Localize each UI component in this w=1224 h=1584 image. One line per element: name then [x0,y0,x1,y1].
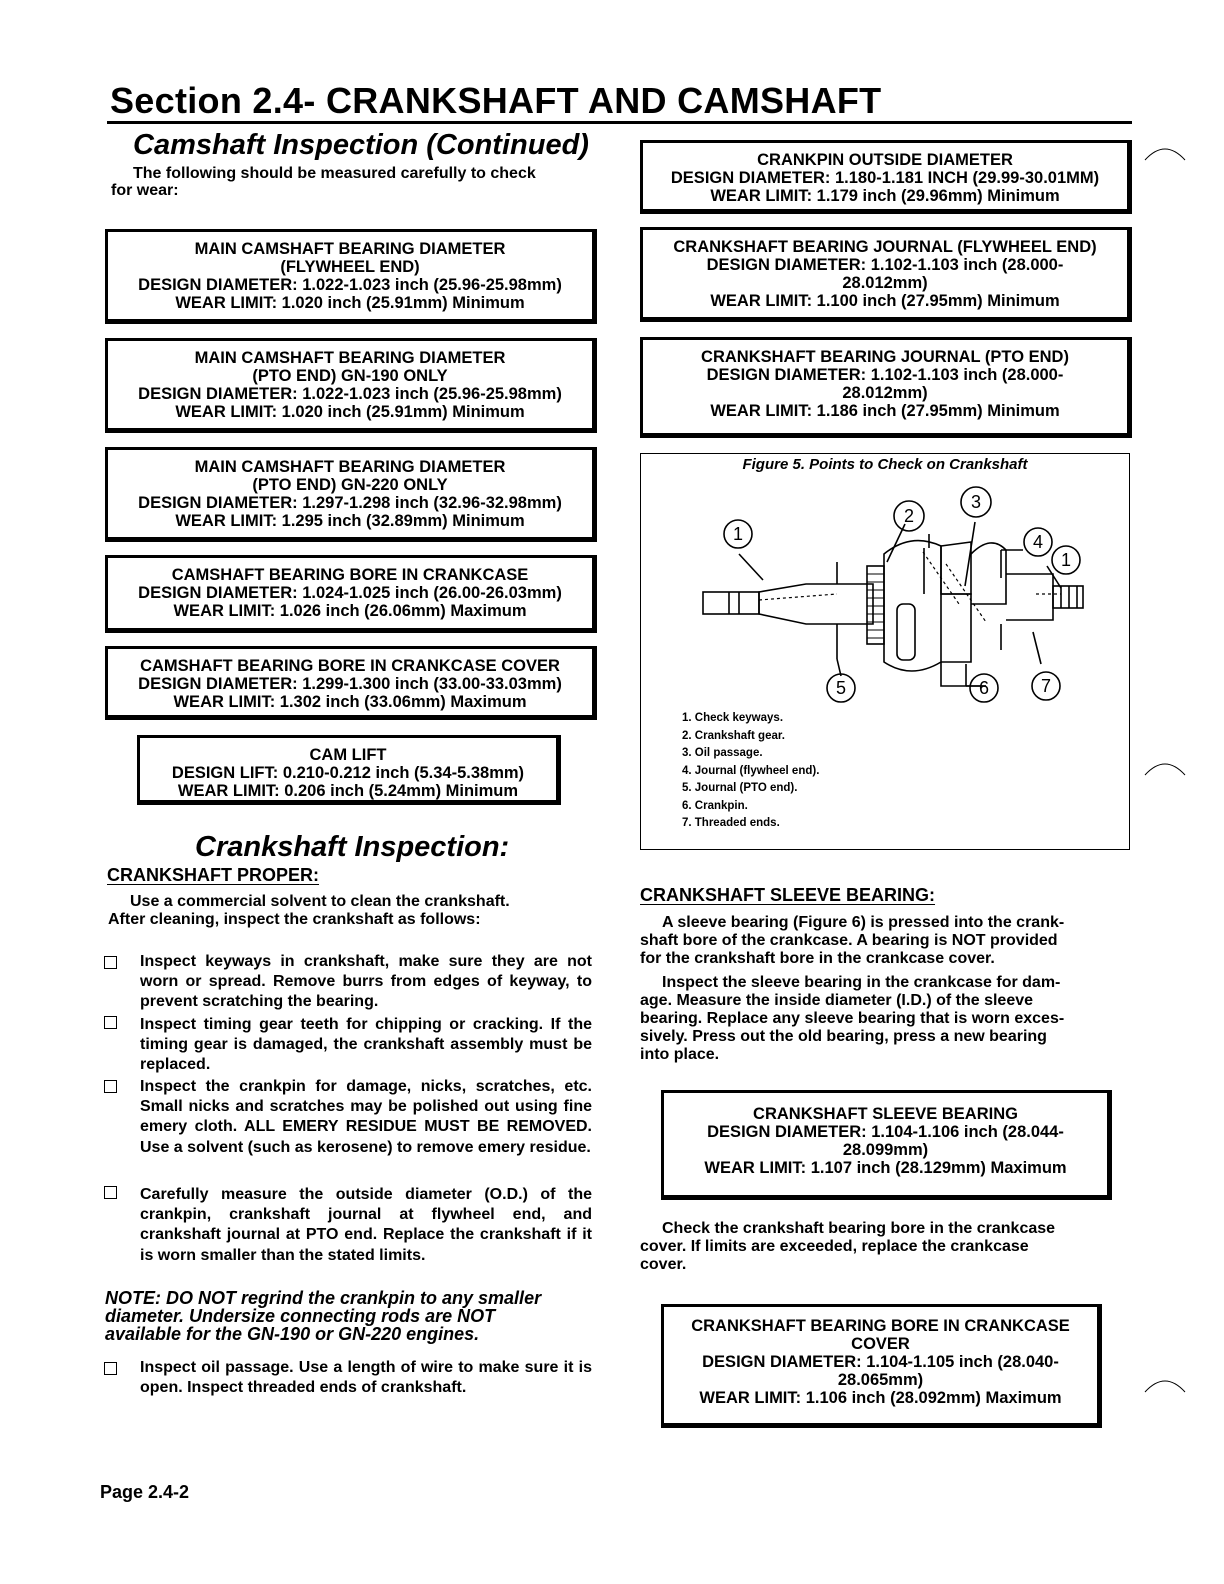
spec-line: DESIGN DIAMETER: 1.299-1.300 inch (33.00-33.03mm) [138,675,562,693]
spec-line: MAIN CAMSHAFT BEARING DIAMETER [194,458,506,476]
callout-3: 3 [970,492,982,512]
check-para-line3: cover. [640,1256,687,1273]
crankshaft-heading: Crankshaft Inspection: [195,831,510,863]
callout-7: 7 [1040,676,1052,696]
spec-box-journal-flywheel [640,227,1132,322]
inspect-bullet: Inspect the crankpin for damage, nicks, scratches, etc. Small nicks and scratches may be polished out using fine emery cloth. ALL EMERY RESIDUE MUST BE REMOVED. Use a solvent (such as kerosene) to remove emery residue. [140,1078,592,1156]
callout-4: 4 [1032,532,1044,552]
legend-item: 2. Crankshaft gear. [682,729,785,742]
spec-line: DESIGN DIAMETER: 1.022-1.023 inch (25.96-25.98mm) [138,276,562,294]
spec-line: WEAR LIMIT: 1.106 inch (28.092mm) Maximum [699,1389,1062,1407]
spec-box-main-pto-220 [105,447,597,542]
spec-box-crankpin [640,140,1132,214]
inspect-bullet: Inspect timing gear teeth for chipping or cracking. If the timing gear is damaged, the crankshaft assembly must be replaced. [140,1016,592,1074]
figure-legend [682,710,819,833]
intro-line-2: for wear: [111,182,179,199]
sleeve-para2-line3: bearing. Replace any sleeve bearing that is worn exces- [640,1010,1065,1027]
spec-line: 28.099mm) [842,1141,929,1159]
sleeve-para1-line2: shaft bore of the crankcase. A bearing is NOT provided [640,932,1058,949]
spec-line: WEAR LIMIT: 1.186 inch (27.95mm) Minimum [710,402,1060,420]
spec-line: DESIGN DIAMETER: 1.102-1.103 inch (28.000- [706,256,1064,274]
note-line-3: available for the GN-190 or GN-220 engines. [105,1324,480,1344]
crankshaft-gear [867,566,884,644]
legend-item: 4. Journal (flywheel end). [682,764,820,777]
spec-box-journal-pto [640,337,1132,438]
spec-box-bore-cover [105,646,597,720]
spec-line: DESIGN DIAMETER: 1.104-1.105 inch (28.040- [702,1353,1059,1371]
sleeve-para2-line5: into place. [640,1046,720,1063]
figure-caption: Figure 5. Points to Check on Crankshaft [742,456,1028,473]
legend-item: 7. Threaded ends. [682,817,780,829]
proper-intro-1: Use a commercial solvent to clean the crankshaft. [130,893,510,910]
figure-crankshaft [640,453,1130,850]
spec-line: WEAR LIMIT: 1.302 inch (33.06mm) Maximum [173,693,527,711]
callout-6: 6 [978,678,990,698]
spec-line: CRANKSHAFT BEARING JOURNAL (PTO END) [701,348,1069,366]
spec-line: DESIGN LIFT: 0.210-0.212 inch (5.34-5.38mm) [171,764,525,782]
spec-line: CRANKSHAFT BEARING BORE IN CRANKCASE [691,1317,1070,1335]
binder-mark [1140,1372,1190,1402]
sleeve-para1-line1: A sleeve bearing (Figure 6) is pressed into the crank- [662,914,1065,931]
note-line-2: diameter. Undersize connecting rods are NOT [105,1306,496,1326]
spec-line: DESIGN DIAMETER: 1.022-1.023 inch (25.96-25.98mm) [138,385,562,403]
spec-line: CAMSHAFT BEARING BORE IN CRANKCASE COVER [140,657,560,675]
callout-1: 1 [732,524,744,544]
checkbox-icon [104,1186,117,1199]
legend-item: 6. Crankpin. [682,799,748,812]
spec-line: WEAR LIMIT: 1.100 inch (27.95mm) Minimum [710,292,1060,310]
binder-mark [1140,755,1190,785]
inspect-bullet: Inspect keyways in crankshaft, make sure they are not worn or spread. Remove burrs from edges of keyway, to prevent scratching the bearing. [140,953,592,1011]
sleeve-para2-line2: age. Measure the inside diameter (I.D.) of the sleeve [640,992,1034,1009]
sleeve-para2-line1: Inspect the sleeve bearing in the crankcase for dam- [662,974,1061,991]
spec-line: (PTO END) GN-190 ONLY [252,367,448,385]
sleeve-para1-line3: for the crankshaft bore in the crankcase cover. [640,950,995,967]
spec-line: 28.065mm) [837,1371,924,1389]
spec-box-cam-lift [137,735,561,805]
spec-box-sleeve-bearing [661,1090,1112,1200]
legend-item: 5. Journal (PTO end). [682,782,798,794]
spec-line: WEAR LIMIT: 1.020 inch (25.91mm) Minimum [175,403,525,421]
page-number: Page 2.4-2 [100,1482,190,1502]
spec-line: WEAR LIMIT: 1.179 inch (29.96mm) Minimum [710,187,1060,205]
journal-pto [1006,574,1053,620]
spec-box-main-flywheel [105,229,597,324]
journal-flywheel [759,584,873,624]
spec-line: WEAR LIMIT: 0.206 inch (5.24mm) Minimum [177,782,519,800]
inspect-bullet: Carefully measure the outside diameter (O.D.) of the crankpin, crankshaft journal at flywheel end, and crankshaft journal at PTO end. Replace the crankshaft if it is worn smaller than the stated limits. [140,1186,592,1264]
intro-line-1: The following should be measured carefully to check [133,165,536,182]
spec-line: (FLYWHEEL END) [280,258,420,276]
spec-line: WEAR LIMIT: 1.107 inch (28.129mm) Maximum [704,1159,1067,1177]
spec-line: COVER [851,1335,910,1353]
callout-2: 2 [903,506,915,526]
legend-item: 1. Check keyways. [682,712,784,724]
camshaft-heading: Camshaft Inspection (Continued) [133,129,589,161]
sleeve-para2-line4: sively. Press out the old bearing, press a new bearing [640,1028,1047,1045]
legend-item: 3. Oil passage. [682,747,763,759]
spec-box-bore-cover-crankshaft [661,1304,1102,1428]
spec-line: WEAR LIMIT: 1.026 inch (26.06mm) Maximum [173,602,527,620]
spec-line: CRANKSHAFT BEARING JOURNAL (FLYWHEEL END) [673,238,1097,256]
spec-line: DESIGN DIAMETER: 1.104-1.106 inch (28.044- [707,1123,1064,1141]
checkbox-icon [104,1080,117,1093]
spec-line: WEAR LIMIT: 1.295 inch (32.89mm) Minimum [175,512,525,530]
section-rule [107,121,1132,124]
sleeve-bearing-heading: CRANKSHAFT SLEEVE BEARING: [640,885,936,905]
spec-line: DESIGN DIAMETER: 1.102-1.103 inch (28.000- [706,366,1064,384]
inspect-bullet: Inspect oil passage. Use a length of wire to make sure it is open. Inspect threaded ends of crankshaft. [140,1359,592,1397]
spec-box-main-pto-190 [105,338,597,433]
spec-line: (PTO END) GN-220 ONLY [252,476,448,494]
spec-line: DESIGN DIAMETER: 1.180-1.181 INCH (29.99-30.01MM) [670,169,1100,187]
checkbox-icon [104,956,117,969]
section-title: Section 2.4- CRANKSHAFT AND CAMSHAFT [110,80,882,121]
spec-line: CRANKPIN OUTSIDE DIAMETER [757,151,1013,169]
proper-intro-2: After cleaning, inspect the crankshaft as follows: [108,911,481,928]
crankshaft-proper-heading: CRANKSHAFT PROPER: [107,865,320,885]
note-line-1: NOTE: DO NOT regrind the crankpin to any smaller [105,1288,542,1308]
spec-line: WEAR LIMIT: 1.020 inch (25.91mm) Minimum [175,294,525,312]
spec-box-bore-crankcase [105,555,597,633]
check-para-line1: Check the crankshaft bearing bore in the crankcase [662,1220,1056,1237]
spec-line: MAIN CAMSHAFT BEARING DIAMETER [194,349,506,367]
spec-line: DESIGN DIAMETER: 1.024-1.025 inch (26.00-26.03mm) [138,584,562,602]
shaft-flywheel-end [703,592,759,614]
spec-line: CRANKSHAFT SLEEVE BEARING [753,1105,1018,1123]
checkbox-icon [104,1362,117,1375]
callout-5: 5 [835,678,847,698]
spec-line: MAIN CAMSHAFT BEARING DIAMETER [194,240,506,258]
spec-line: CAMSHAFT BEARING BORE IN CRANKCASE [171,566,529,584]
binder-mark [1140,140,1190,170]
check-para-line2: cover. If limits are exceeded, replace the crankcase [640,1238,1029,1255]
spec-line: 28.012mm) [842,384,928,402]
threaded-end [1053,586,1083,608]
spec-line: 28.012mm) [842,274,928,292]
spec-line: CAM LIFT [309,746,387,764]
callout-1-second: 1 [1060,550,1072,570]
spec-line: DESIGN DIAMETER: 1.297-1.298 inch (32.96-32.98mm) [138,494,562,512]
checkbox-icon [104,1016,117,1029]
